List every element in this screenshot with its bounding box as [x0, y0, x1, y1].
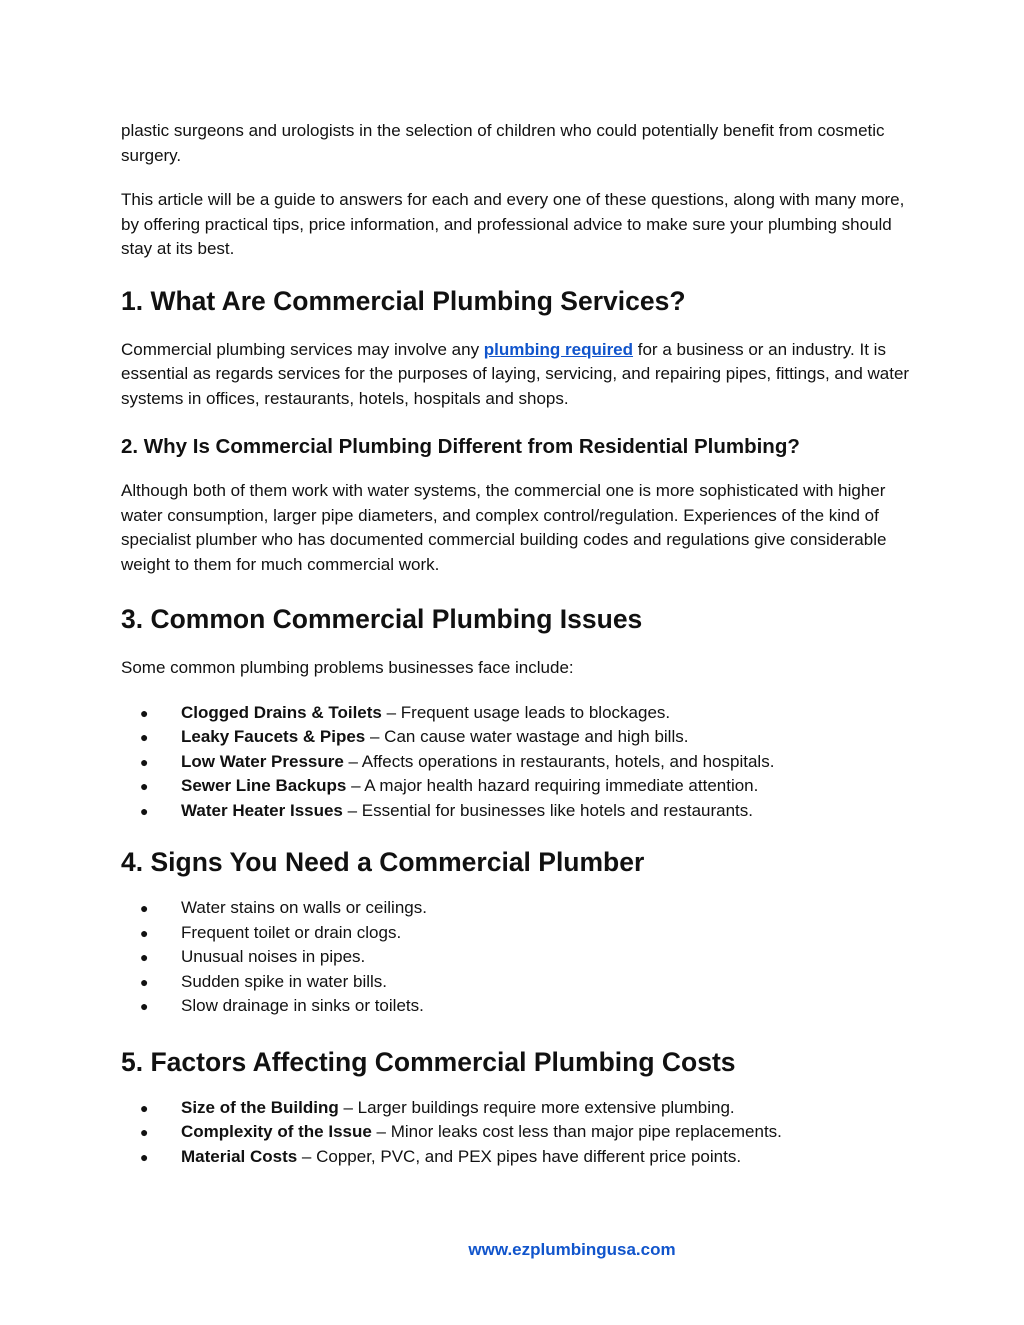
page-footer	[0, 1240, 1024, 1260]
plumbing-issues-list	[121, 701, 911, 824]
list-item-text: Sudden spike in water bills.	[181, 971, 388, 991]
list-item	[121, 945, 911, 970]
list-item	[121, 994, 911, 1019]
list-item	[121, 1120, 911, 1145]
list-item-text: – Larger buildings require more extensive plumbing.	[338, 1097, 735, 1117]
bullet-icon: ●	[140, 778, 149, 794]
bullet-icon: ●	[140, 949, 149, 965]
bullet-icon: ●	[140, 753, 149, 770]
section5-heading: 5. Factors Affecting Commercial Plumbing Costs	[121, 1046, 736, 1077]
list-item-bold: Sewer Line Backups	[181, 776, 347, 795]
bullet-icon: ●	[140, 924, 149, 941]
section2-paragraph: Although both of them work with water systems, the commercial one is more sophisticated with higher water consumption, larger pipe diameters, and complex control/regulation. Experiences of the kind of specialist plumber who has documented commercial building codes and regulations give considerable weight to them for much commercial work.	[121, 481, 887, 574]
list-item-text: – A major health hazard requiring immediate attention.	[346, 776, 759, 795]
list-item-text: – Minor leaks cost less than major pipe replacements.	[371, 1122, 782, 1141]
list-item-bold: Leaky Faucets & Pipes	[181, 727, 366, 746]
list-item-text: Unusual noises in pipes.	[181, 947, 366, 966]
list-item	[121, 970, 911, 995]
section3-heading: 3. Common Commercial Plumbing Issues	[121, 604, 643, 634]
intro-paragraph-1: plastic surgeons and urologists in the selection of children who could potentially benefit from cosmetic surgery.	[121, 121, 885, 165]
list-item	[121, 701, 911, 726]
list-item	[121, 1096, 911, 1121]
list-item-text: – Can cause water wastage and high bills.	[365, 727, 689, 746]
section2-heading: 2. Why Is Commercial Plumbing Different from Residential Plumbing?	[121, 435, 800, 458]
bullet-icon: ●	[140, 802, 149, 819]
list-item-text: Slow drainage in sinks or toilets.	[181, 996, 424, 1015]
plumbing-required-link[interactable]: plumbing required	[483, 339, 634, 359]
list-item-text: Water stains on walls or ceilings.	[181, 898, 427, 917]
list-item-text: – Frequent usage leads to blockages.	[381, 702, 671, 722]
list-item-text: Frequent toilet or drain clogs.	[181, 922, 402, 942]
list-item-text: – Copper, PVC, and PEX pipes have different price points.	[297, 1146, 742, 1166]
list-item-bold: Complexity of the Issue	[181, 1122, 372, 1141]
list-item-bold: Water Heater Issues	[181, 800, 343, 820]
list-item	[121, 750, 911, 775]
list-item-text: – Essential for businesses like hotels and restaurants.	[342, 800, 753, 820]
bullet-icon: ●	[140, 1099, 149, 1116]
bullet-icon: ●	[140, 973, 149, 990]
section1-text-before-link: Commercial plumbing services may involve any	[121, 339, 484, 359]
bullet-icon: ●	[140, 704, 149, 721]
list-item-bold: Low Water Pressure	[181, 751, 344, 771]
list-item-bold: Clogged Drains & Toilets	[181, 702, 382, 722]
section1-paragraph	[121, 338, 911, 412]
bullet-icon: ●	[140, 998, 149, 1014]
list-item	[121, 725, 911, 750]
cost-factors-list	[121, 1096, 911, 1170]
list-item	[121, 921, 911, 946]
list-item-bold: Size of the Building	[181, 1097, 339, 1117]
section3-intro: Some common plumbing problems businesses face include:	[121, 658, 574, 677]
list-item	[121, 774, 911, 799]
list-item	[121, 799, 911, 824]
bullet-icon: ●	[140, 729, 149, 745]
footer-url-link[interactable]: www.ezplumbingusa.com	[468, 1240, 676, 1259]
list-item-text: – Affects operations in restaurants, hotels, and hospitals.	[343, 751, 775, 771]
section1-heading: 1. What Are Commercial Plumbing Services?	[121, 285, 686, 316]
list-item	[121, 896, 911, 921]
intro-paragraph-2: This article will be a guide to answers for each and every one of these questions, along with many more, by offering practical tips, price information, and professional advice to make sure your plumbing should stay at its best.	[121, 190, 905, 258]
list-item	[121, 1145, 911, 1170]
section1-text-after-link: for a business or an industry. It is essential as regards services for the purposes of laying, servicing, and repairing pipes, fittings, and water systems in offices, restaurants, hotels, hospitals and shops.	[121, 339, 910, 408]
bullet-icon: ●	[140, 1124, 149, 1140]
plumber-signs-list	[121, 896, 911, 1019]
document-content	[121, 119, 911, 1169]
list-item-bold: Material Costs	[181, 1146, 298, 1166]
bullet-icon: ●	[140, 900, 149, 916]
section4-heading: 4. Signs You Need a Commercial Plumber	[121, 847, 645, 877]
bullet-icon: ●	[140, 1148, 149, 1165]
